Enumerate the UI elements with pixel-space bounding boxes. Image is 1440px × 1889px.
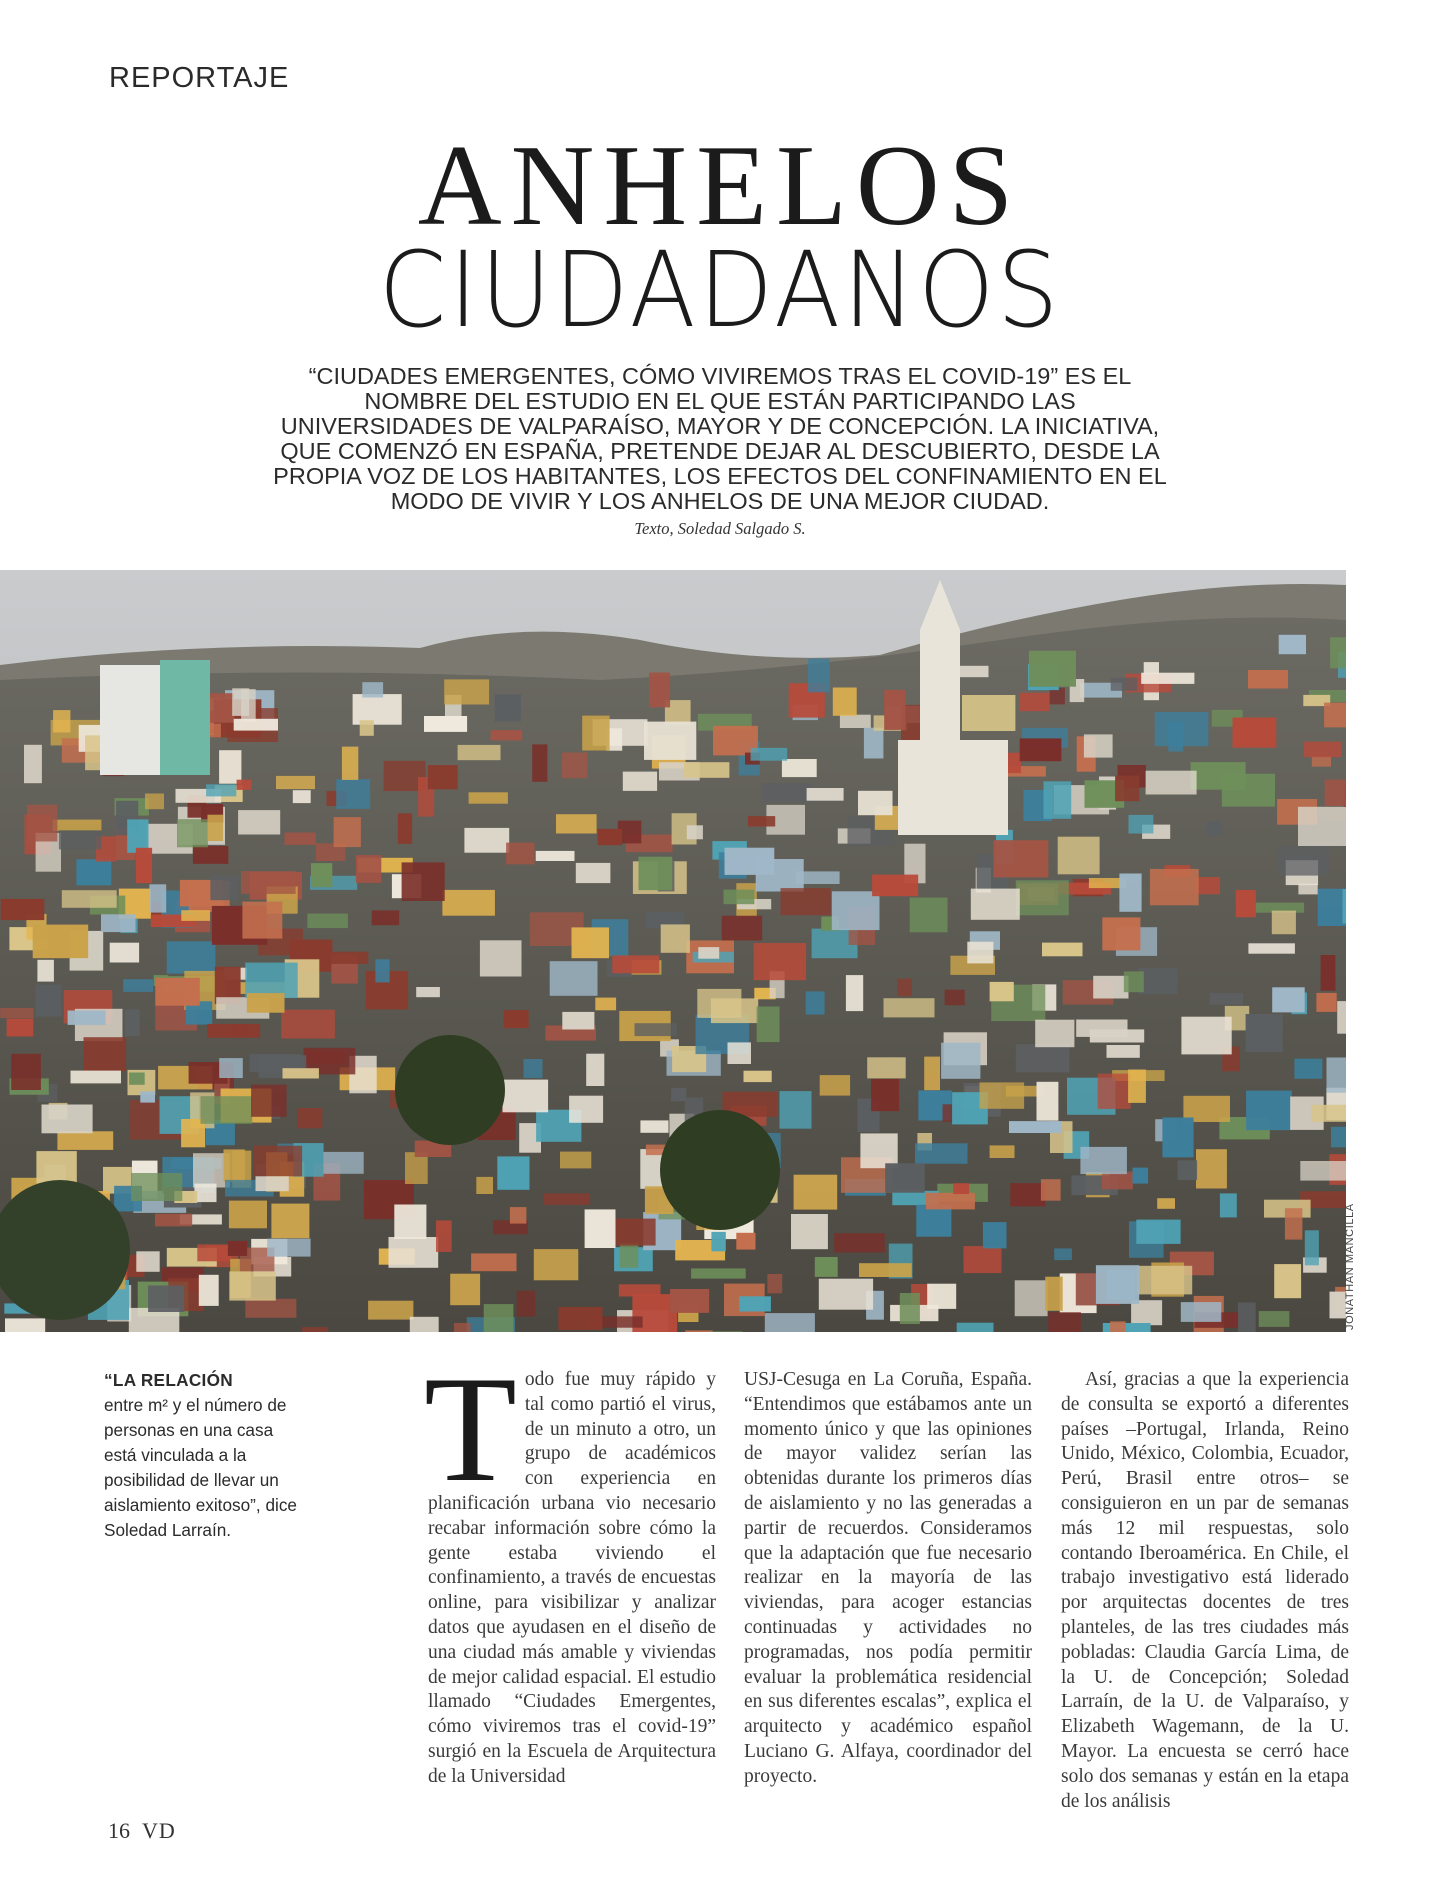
- headline-line-2: CIUDADANOS: [378, 229, 1062, 351]
- pull-quote: [104, 1368, 304, 1543]
- hero-photo: [0, 570, 1346, 1332]
- article-paragraph: odo fue muy rápido y tal como partió el virus, de un minuto a otro, un grupo de académicos con experiencia en planificación urbana vio necesario recabar información sobre cómo la gente estaba viviendo el confinamiento, a través de encuestas online, para visibilizar y analizar datos que ayudasen en el diseño de una ciudad más amable y viviendas de mejor calidad espacial. El estudio llamado “Ciudades Emergentes, cómo viviremos tras el covid-19” surgió en la Escuela de Arquitectura de la Universidad: [428, 1369, 716, 1787]
- article-column-3: [1061, 1368, 1349, 1814]
- headline-line-1: ANHELOS: [417, 122, 1023, 250]
- pull-quote-body: entre m² y el número de personas en una casa está vinculada a la posibilidad de llevar un aislamiento exitoso”, dice Soledad Larraín.: [104, 1395, 297, 1540]
- article-paragraph: Así, gracias a que la experiencia de consulta se exportó a diferentes países –Portugal, Irlanda, Reino Unido, México, Colombia, Ecuador, Perú, Brasil entre otros– se consiguieron en un par de semanas más 12 mil respuestas, solo contando Iberoamérica. En Chile, el trabajo investigativo está liderado por arquitectas docentes de tres planteles, de las tres ciudades más pobladas: Claudia García Lima, de la U. de Concepción; Soledad Larraín, de la U. de Valparaíso, y Elizabeth Wagemann, de la U. Mayor. La encuesta se cerró hace solo dos semanas y están en la etapa de los análisis: [1061, 1369, 1349, 1812]
- drop-cap: T: [424, 1345, 517, 1513]
- article-column-1: [424, 1345, 716, 1790]
- pull-quote-head: “LA RELACIÓN: [104, 1370, 233, 1390]
- article-column-2: [744, 1368, 1032, 1790]
- lead-paragraph: “CIUDADES EMERGENTES, CÓMO VIVIREMOS TRAS EL COVID-19” ES EL NOMBRE DEL ESTUDIO EN EL QUE ESTÁN PARTICIPANDO LAS UNIVERSIDADES DE VALPARAÍSO, MAYOR Y DE CONCEPCIÓN. LA INICIATIVA, QUE COMENZÓ EN ESPAÑA, PRETENDE DEJAR AL DESCUBIERTO, DESDE LA PROPIA VOZ DE LOS HABITANTES, LOS EFECTOS DEL CONFINAMIENTO EN EL MODO DE VIVIR Y LOS ANHELOS DE UNA MEJOR CIUDAD.: [273, 363, 1167, 514]
- article-paragraph: USJ-Cesuga en La Coruña, España. “Entendimos que estábamos ante un momento único y que las opiniones de mayor validez serían las obtenidas durante los primeros días de aislamiento y no las generadas a partir de recuerdos. Consideramos que la adaptación que fue necesario realizar en la mayoría de las viviendas, para acoger estancias continuadas y actividades no programadas, nos podía permitir evaluar la problemática residencial en sus diferentes escalas”, explica el arquitecto y académico español Luciano G. Alfaya, coordinador del proyecto.: [744, 1369, 1032, 1787]
- page-number: 16: [108, 1818, 130, 1843]
- page-footer: [108, 1818, 176, 1844]
- byline: Texto, Soledad Salgado S.: [634, 519, 806, 538]
- section-label: REPORTAJE: [109, 62, 290, 94]
- city-hillside-illustration: [0, 570, 1346, 1332]
- photo-credit: JONATHAN MANCILLA: [1344, 1203, 1356, 1330]
- magazine-brand: VD: [142, 1818, 176, 1843]
